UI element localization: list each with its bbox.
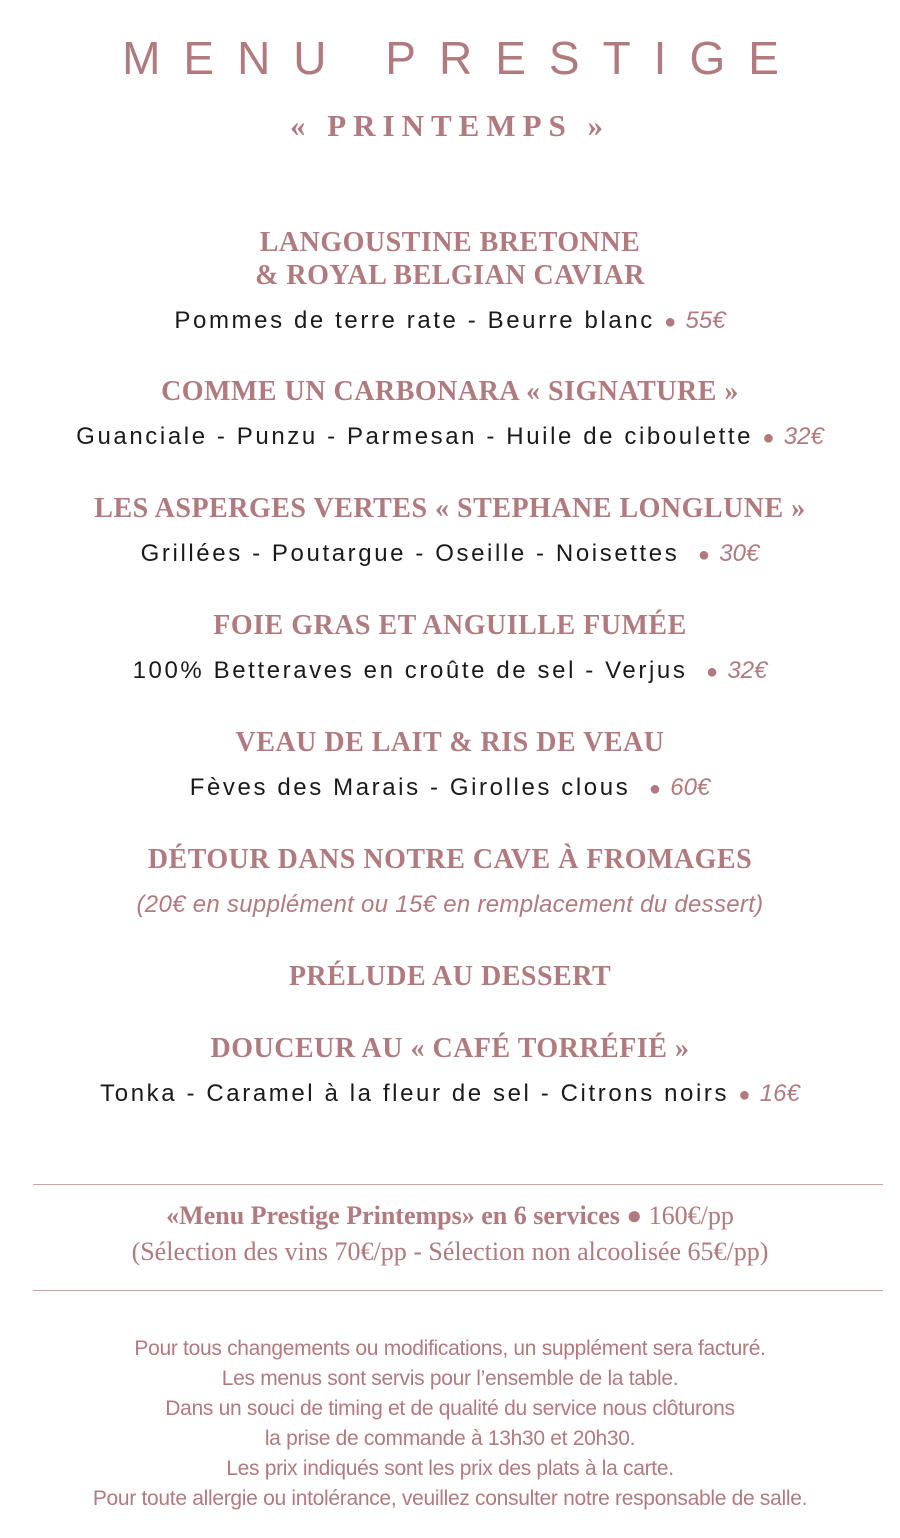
dish-description-text: Tonka - Caramel à la fleur de sel - Citrons noirs	[100, 1080, 730, 1107]
dish-item-prelude	[0, 960, 900, 993]
dish-price: 32€	[783, 423, 824, 450]
dish-description	[0, 422, 900, 453]
bullet-icon: ●	[697, 544, 710, 566]
divider-bottom	[33, 1290, 883, 1291]
menu-subtitle: « PRINTEMPS »	[289, 108, 611, 143]
footer-line: Pour tous changements ou modifications, un supplément sera facturé.	[134, 1337, 766, 1360]
bullet-icon: ●	[626, 1201, 643, 1230]
dish-item-foie-gras	[0, 609, 900, 687]
footer-line: Les menus sont servis pour l’ensemble de la table.	[221, 1367, 679, 1390]
dish-description-text: Fèves des Marais - Girolles clous	[189, 774, 631, 801]
dish-description-text: 100% Betteraves en croûte de sel - Verjus	[132, 657, 688, 684]
bullet-icon: ●	[762, 427, 775, 449]
dish-description-text: Guanciale - Punzu - Parmesan - Huile de ciboulette	[76, 423, 754, 450]
summary-menu-line	[0, 1198, 900, 1234]
dish-name: DÉTOUR DANS NOTRE CAVE À FROMAGES	[147, 844, 753, 875]
dish-description-text: Pommes de terre rate - Beurre blanc	[174, 307, 655, 334]
dish-price: 55€	[685, 307, 726, 334]
summary-wine-line: (Sélection des vins 70€/pp - Sélection non alcoolisée 65€/pp)	[131, 1237, 769, 1266]
summary-menu-price: 160€/pp	[648, 1201, 734, 1230]
bullet-icon: ●	[705, 661, 719, 683]
dish-price: 16€	[759, 1080, 800, 1107]
dish-description	[0, 656, 900, 687]
dish-name: LES ASPERGES VERTES « STEPHANE LONGLUNE »	[94, 493, 806, 524]
dish-name: DOUCEUR AU « CAFÉ TORRÉFIÉ »	[210, 1033, 690, 1064]
bullet-icon: ●	[664, 311, 677, 333]
dish-description-text: Grillées - Poutargue - Oseille - Noisettes	[140, 540, 680, 567]
dish-price: 60€	[670, 774, 711, 801]
dish-item-veau	[0, 726, 900, 804]
divider-top	[33, 1184, 883, 1185]
footer-line: Dans un souci de timing et de qualité du service nous clôturons	[165, 1397, 735, 1420]
dish-item-carbonara	[0, 375, 900, 453]
summary-menu-label: «Menu Prestige Printemps» en 6 services	[166, 1201, 620, 1230]
dish-item-asperges	[0, 492, 900, 570]
dish-item-douceur	[0, 1032, 900, 1110]
dish-price: 32€	[727, 657, 768, 684]
footer-line: Les prix indiqués sont les prix des plats à la carte.	[226, 1457, 674, 1480]
dish-name: PRÉLUDE AU DESSERT	[288, 961, 612, 992]
dish-name: FOIE GRAS ET ANGUILLE FUMÉE	[213, 610, 687, 641]
bullet-icon: ●	[738, 1084, 751, 1106]
menu-title: MENU PRESTIGE	[122, 32, 802, 84]
dish-description	[0, 539, 900, 570]
footer-notes	[0, 1334, 900, 1514]
bullet-icon: ●	[648, 778, 661, 800]
dish-description	[0, 773, 900, 804]
dish-price: 30€	[719, 540, 760, 567]
dish-name-line2: & ROYAL BELGIAN CAVIAR	[255, 260, 645, 291]
dish-description	[0, 306, 900, 337]
dish-note: (20€ en supplément ou 15€ en remplacement du dessert)	[136, 891, 764, 918]
footer-line: Pour toute allergie ou intolérance, veuillez consulter notre responsable de salle.	[92, 1487, 808, 1510]
dish-description	[0, 1079, 900, 1110]
dish-item-langoustine	[0, 226, 900, 337]
menu-summary	[0, 1198, 900, 1270]
footer-line: la prise de commande à 13h30 et 20h30.	[264, 1427, 636, 1450]
dish-name: COMME UN CARBONARA « SIGNATURE »	[161, 376, 739, 407]
dish-name: VEAU DE LAIT & RIS DE VEAU	[235, 727, 665, 758]
dish-item-fromages	[0, 843, 900, 920]
dish-name-line1: LANGOUSTINE BRETONNE	[259, 227, 641, 258]
